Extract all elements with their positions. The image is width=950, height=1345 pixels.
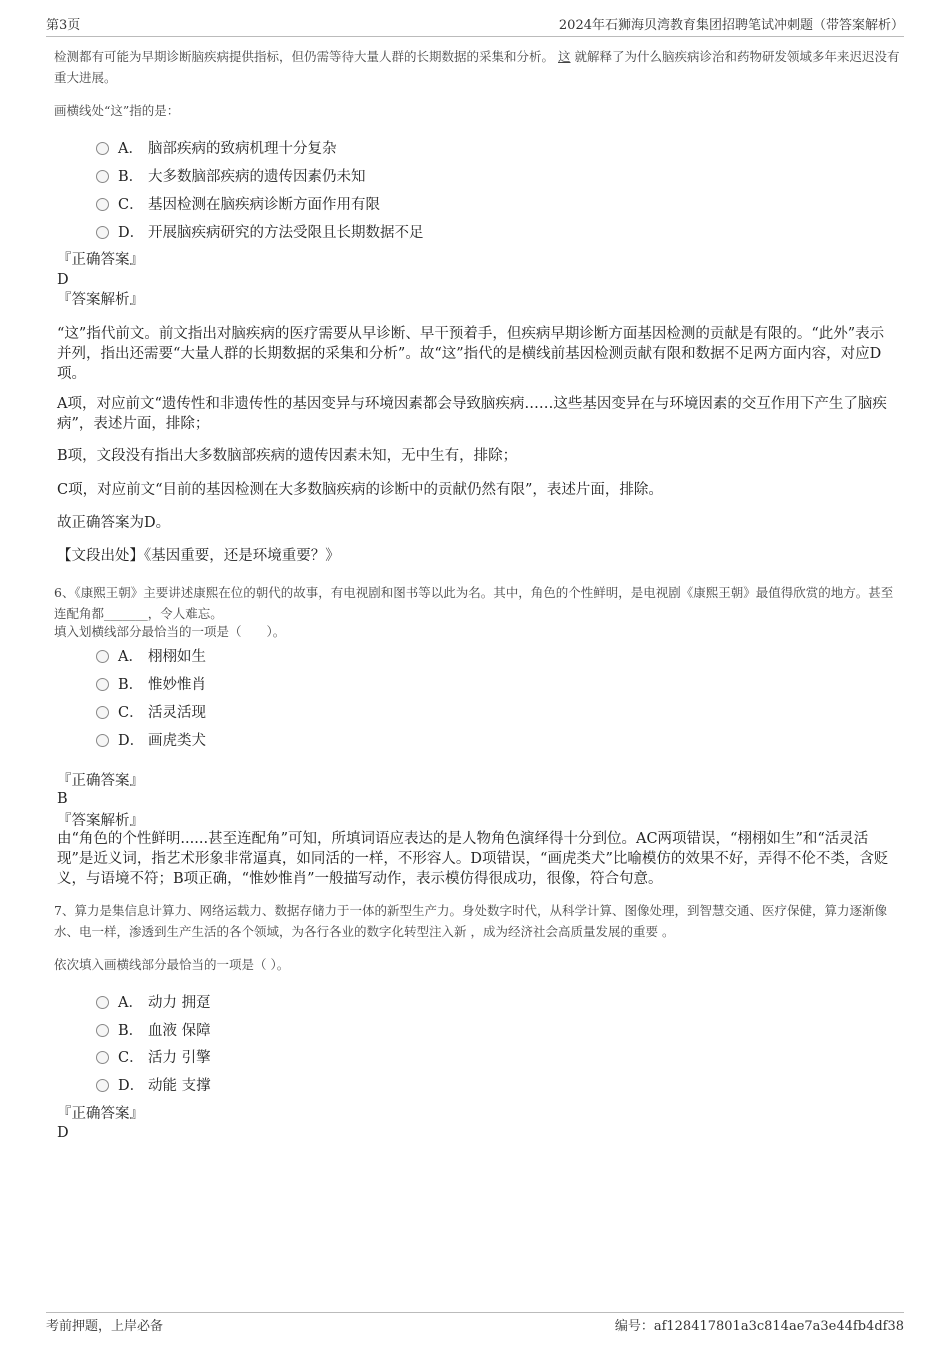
radio-icon[interactable] <box>96 198 109 211</box>
q5-analysis-paragraph: A项，对应前文“遗传性和非遗传性的基因变异与环境因素都会导致脑疾病……这些基因变异在与环境因素的交互作用下产生了脑疾病”，表述片面，排除； <box>57 396 887 432</box>
q6-analysis-paragraph: 由“角色的个性鲜明......甚至连配角”可知，所填词语应表达的是人物角色演绎得十分到位。AC两项错误，“栩栩如生”和“活灵活现”是近义词，指艺术形象非常逼真，如同活的一样，不形容人。D项错误，“画虎类犬”比喻模仿的效果不好，弄得不伦不类，含贬义，与语境不符；B项正确，“惟妙惟肖”一般描写动作，表示模仿得很成功，很像，符合句意。 <box>57 831 889 887</box>
radio-icon[interactable] <box>96 170 109 183</box>
page-header <box>46 14 904 37</box>
radio-icon[interactable] <box>96 706 109 719</box>
document-title: 2024年石狮海贝湾教育集团招聘笔试冲刺题（带答案解析） <box>558 18 904 33</box>
q7-answer-heading: 『正确答案』 <box>57 1106 144 1122</box>
q5-passage: 检测都有可能为早期诊断脑疾病提供指标，但仍需等待大量人群的长期数据的采集和分析。 这 就解释了为什么脑疾病诊治和药物研发领域多年来迟迟没有重大进展。 <box>54 49 900 85</box>
q5-source: 【文段出处】《基因重要，还是环境重要？》 <box>57 548 340 564</box>
q5-analysis-paragraph: C项，对应前文“目前的基因检测在大多数脑疾病的诊断中的贡献仍然有限”，表述片面，排除。 <box>57 482 663 498</box>
q5-analysis-heading: 『答案解析』 <box>57 292 144 308</box>
q5-answer: D <box>57 272 69 288</box>
q5-prompt: 画横线处“这”指的是： <box>54 103 180 118</box>
page-footer <box>46 1312 904 1335</box>
radio-icon[interactable] <box>96 734 109 747</box>
q6-answer: B <box>57 791 68 807</box>
page-number: 第3页 <box>46 18 81 33</box>
q5-answer-heading: 『正确答案』 <box>57 252 144 268</box>
q6-prompt: 填入划横线部分最恰当的一项是（ ）。 <box>54 624 286 639</box>
radio-icon[interactable] <box>96 226 109 239</box>
footer-slogan: 考前押题，上岸必备 <box>46 1319 164 1334</box>
q5-analysis-paragraph: B项，文段没有指出大多数脑部疾病的遗传因素未知，无中生有，排除； <box>57 448 518 464</box>
q6-analysis-heading: 『答案解析』 <box>57 813 144 829</box>
radio-icon[interactable] <box>96 1024 109 1037</box>
q5-conclusion: 故正确答案为D。 <box>57 515 171 531</box>
radio-icon[interactable] <box>96 650 109 663</box>
radio-icon[interactable] <box>96 678 109 691</box>
q7-prompt: 依次填入画横线部分最恰当的一项是（ ）。 <box>54 957 290 972</box>
radio-icon[interactable] <box>96 1051 109 1064</box>
q5-analysis-paragraph: “这”指代前文。前文指出对脑疾病的医疗需要从早诊断、早干预着手，但疾病早期诊断方面基因检测的贡献是有限的。“此外”表示并列，指出还需要“大量人群的长期数据的采集和分析”。故“这”指代的是横线前基因检测贡献有限和数据不足两方面内容，对应D项。 <box>57 326 885 382</box>
q6-answer-heading: 『正确答案』 <box>57 773 144 789</box>
document-code: 编号：af128417801a3c814ae7a3e44fb4df38 <box>614 1319 904 1334</box>
q5-underlined-word: 这 <box>558 49 571 64</box>
radio-icon[interactable] <box>96 142 109 155</box>
q7-stem: 7、算力是集信息计算力、网络运载力、数据存储力于一体的新型生产力。身处数字时代，从科学计算、图像处理，到智慧交通、医疗保健，算力逐渐像水、电一样，渗透到生产生活的各个领域，为各行各业的数字化转型注入新 ，成为经济社会高质量发展的重要 。 <box>54 903 887 939</box>
radio-icon[interactable] <box>96 1079 109 1092</box>
radio-icon[interactable] <box>96 996 109 1009</box>
q6-stem: 6、《康熙王朝》主要讲述康熙在位的朝代的故事，有电视剧和图书等以此为名。其中，角色的个性鲜明，是电视剧《康熙王朝》最值得欣赏的地方。甚至连配角都_______，令人难忘。 <box>54 585 894 621</box>
q7-answer: D <box>57 1125 69 1141</box>
